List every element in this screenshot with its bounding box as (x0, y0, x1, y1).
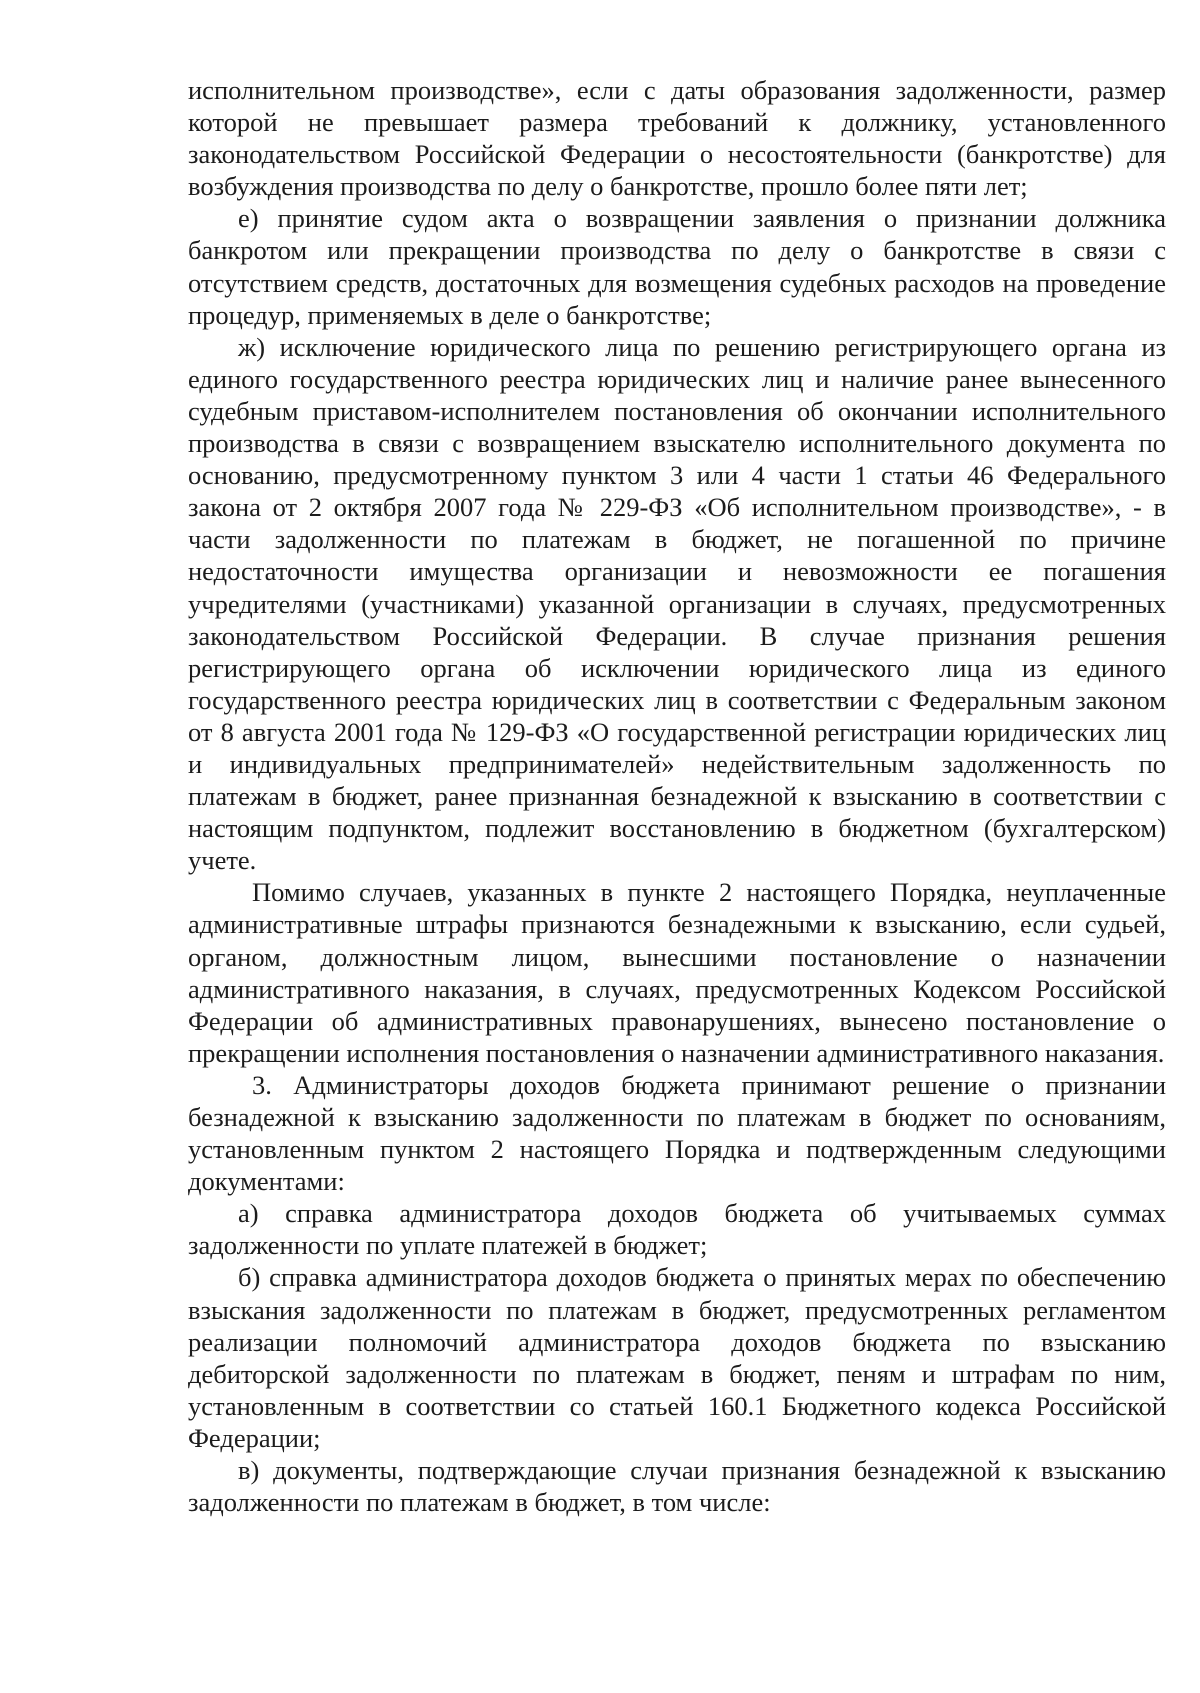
paragraph-item-zh: ж) исключение юридического лица по решению регистрирующего органа из единого государственного реестра юридических лиц и наличие ранее вынесенного судебным приставом-исполнителем постановления об окончании исполнительного производства в связи с возвращением взыскателю исполнительного документа по основанию, предусмотренному пунктом 3 или 4 части 1 статьи 46 Федерального закона от 2 октября 2007 года № 229-ФЗ «Об исполнительном производстве», - в части задолженности по платежам в бюджет, не погашенной по причине недостаточности имущества организации и невозможности ее погашения учредителями (участниками) указанной организации в случаях, предусмотренных законодательством Российской Федерации. В случае признания решения регистрирующего органа об исключении юридического лица из единого государственного реестра юридических лиц в соответствии с Федеральным законом от 8 августа 2001 года № 129-ФЗ «О государственной регистрации юридических лиц и индивидуальных предпринимателей» недействительным задолженность по платежам в бюджет, ранее признанная безнадежной к взысканию в соответствии с настоящим подпунктом, подлежит восстановлению в бюджетном (бухгалтерском) учете. (188, 331, 1166, 876)
paragraph-administrative-fines: Помимо случаев, указанных в пункте 2 настоящего Порядка, неуплаченные административные штрафы признаются безнадежными к взысканию, если судьей, органом, должностным лицом, вынесшими постановление о назначении административного наказания, в случаях, предусмотренных Кодексом Российской Федерации об административных правонарушениях, вынесено постановление о прекращении исполнения постановления о назначении административного наказания. (188, 877, 1166, 1068)
paragraph-item-a: а) справка администратора доходов бюджета об учитываемых суммах задолженности по уплате платежей в бюджет; (188, 1198, 1166, 1261)
document-body (188, 74, 1166, 1518)
paragraph-item-e: е) принятие судом акта о возвращении заявления о признании должника банкротом или прекращении производства по делу о банкротстве в связи с отсутствием средств, достаточных для возмещения судебных расходов на проведение процедур, применяемых в деле о банкротстве; (188, 203, 1166, 330)
paragraph-item-v: в) документы, подтверждающие случаи признания безнадежной к взысканию задолженности по платежам в бюджет, в том числе: (188, 1455, 1166, 1518)
paragraph-item-b: б) справка администратора доходов бюджета о принятых мерах по обеспечению взыскания задолженности по платежам в бюджет, предусмотренных регламентом реализации полномочий администратора доходов бюджета по взысканию дебиторской задолженности по платежам в бюджет, пеням и штрафам по ним, установленным в соответствии со статьей 160.1 Бюджетного кодекса Российской Федерации; (188, 1262, 1166, 1453)
paragraph-section-3: 3. Администраторы доходов бюджета принимают решение о признании безнадежной к взысканию задолженности по платежам в бюджет по основаниям, установленным пунктом 2 настоящего Порядка и подтвержденным следующими документами: (188, 1069, 1166, 1197)
paragraph-continuation: исполнительном производстве», если с даты образования задолженности, размер которой не превышает размера требований к должнику, установленного законодательством Российской Федерации о несостоятельности (банкротстве) для возбуждения производства по делу о банкротстве, прошло более пяти лет; (188, 75, 1166, 202)
